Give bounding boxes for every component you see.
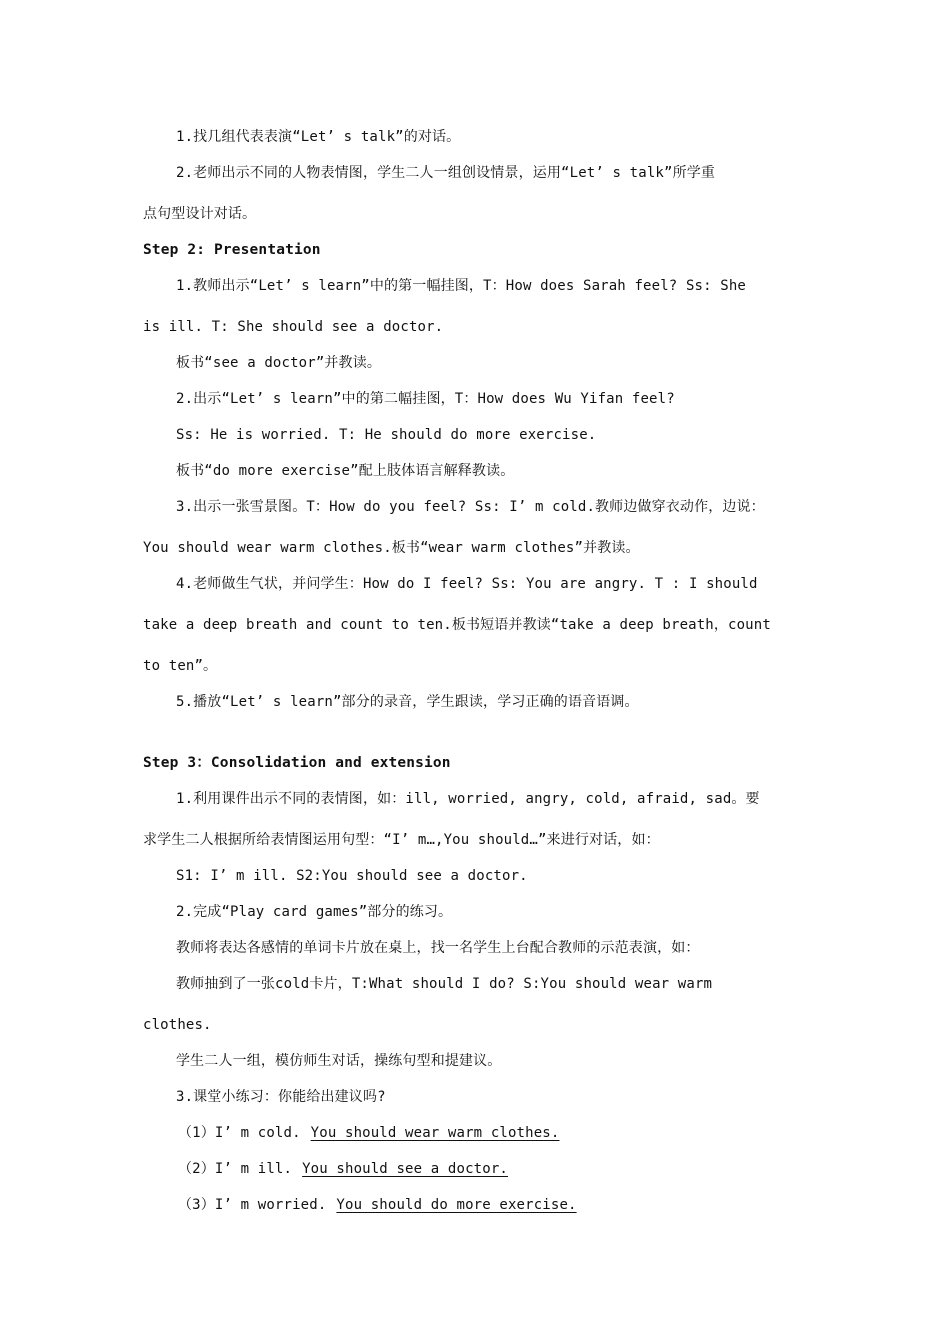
- paragraph-line: 5.播放“Let’ s learn”部分的录音，学生跟读，学习正确的语音语调。: [176, 694, 639, 710]
- paragraph-line: 2.出示“Let’ s learn”中的第二幅挂图，T：How does Wu Yifan feel?: [176, 391, 675, 407]
- paragraph-line: 板书“see a doctor”并教读。: [176, 355, 382, 371]
- paragraph-line: 学生二人一组，模仿师生对话，操练句型和提建议。: [176, 1053, 502, 1069]
- paragraph-line: 1.教师出示“Let’ s learn”中的第一幅挂图，T：How does Sarah feel? Ss: She: [176, 278, 746, 294]
- exercise-answer: You should do more exercise.: [336, 1197, 577, 1213]
- exercise-item: [178, 1160, 508, 1178]
- exercise-answer: You should wear warm clothes.: [310, 1125, 560, 1141]
- paragraph-line: 求学生二人根据所给表情图运用句型：“I’ m…,You should…”来进行对话，如：: [143, 832, 660, 848]
- paragraph-line: You should wear warm clothes.板书“wear warm clothes”并教读。: [143, 540, 640, 556]
- paragraph-line: 2.老师出示不同的人物表情图，学生二人一组创设情景，运用“Let’ s talk”所学重: [176, 165, 716, 181]
- exercise-item: [178, 1196, 577, 1214]
- paragraph-line: clothes.: [143, 1017, 212, 1033]
- paragraph-line: is ill. T: She should see a doctor.: [143, 319, 444, 335]
- exercise-item: [178, 1124, 559, 1142]
- exercise-prompt: （2）I’ m ill.: [178, 1161, 293, 1177]
- paragraph-line: 教师抽到了一张cold卡片，T:What should I do? S:You should wear warm: [176, 976, 713, 992]
- section-heading: Step 3：Consolidation and extension: [143, 755, 451, 771]
- exercise-prompt: （1）I’ m cold.: [178, 1125, 301, 1141]
- paragraph-line: to ten”。: [143, 658, 218, 674]
- paragraph-line: take a deep breath and count to ten.板书短语并教读“take a deep breath，count: [143, 617, 771, 633]
- paragraph-line: 板书“do more exercise”配上肢体语言解释教读。: [176, 463, 515, 479]
- paragraph-line: 3.出示一张雪景图。T：How do you feel? Ss: I’ m cold.教师边做穿衣动作，边说：: [176, 499, 765, 515]
- paragraph-line: 2.完成“Play card games”部分的练习。: [176, 904, 453, 920]
- exercise-answer: You should see a doctor.: [302, 1161, 508, 1177]
- paragraph-line: 1.利用课件出示不同的表情图，如：ill, worried, angry, cold, afraid, sad。要: [176, 791, 760, 807]
- paragraph-line: 教师将表达各感情的单词卡片放在桌上，找一名学生上台配合教师的示范表演，如：: [176, 940, 700, 956]
- paragraph-line: 点句型设计对话。: [143, 206, 257, 222]
- paragraph-line: 1.找几组代表表演“Let’ s talk”的对话。: [176, 129, 461, 145]
- exercise-prompt: （3）I’ m worried.: [178, 1197, 327, 1213]
- paragraph-line: S1: I’ m ill. S2:You should see a doctor.: [176, 868, 528, 884]
- paragraph-line: 4.老师做生气状，并问学生：How do I feel? Ss: You are angry. T : I should: [176, 576, 758, 592]
- paragraph-line: 3.课堂小练习：你能给出建议吗?: [176, 1089, 386, 1105]
- section-heading: Step 2: Presentation: [143, 242, 321, 258]
- paragraph-line: Ss: He is worried. T: He should do more exercise.: [176, 427, 597, 443]
